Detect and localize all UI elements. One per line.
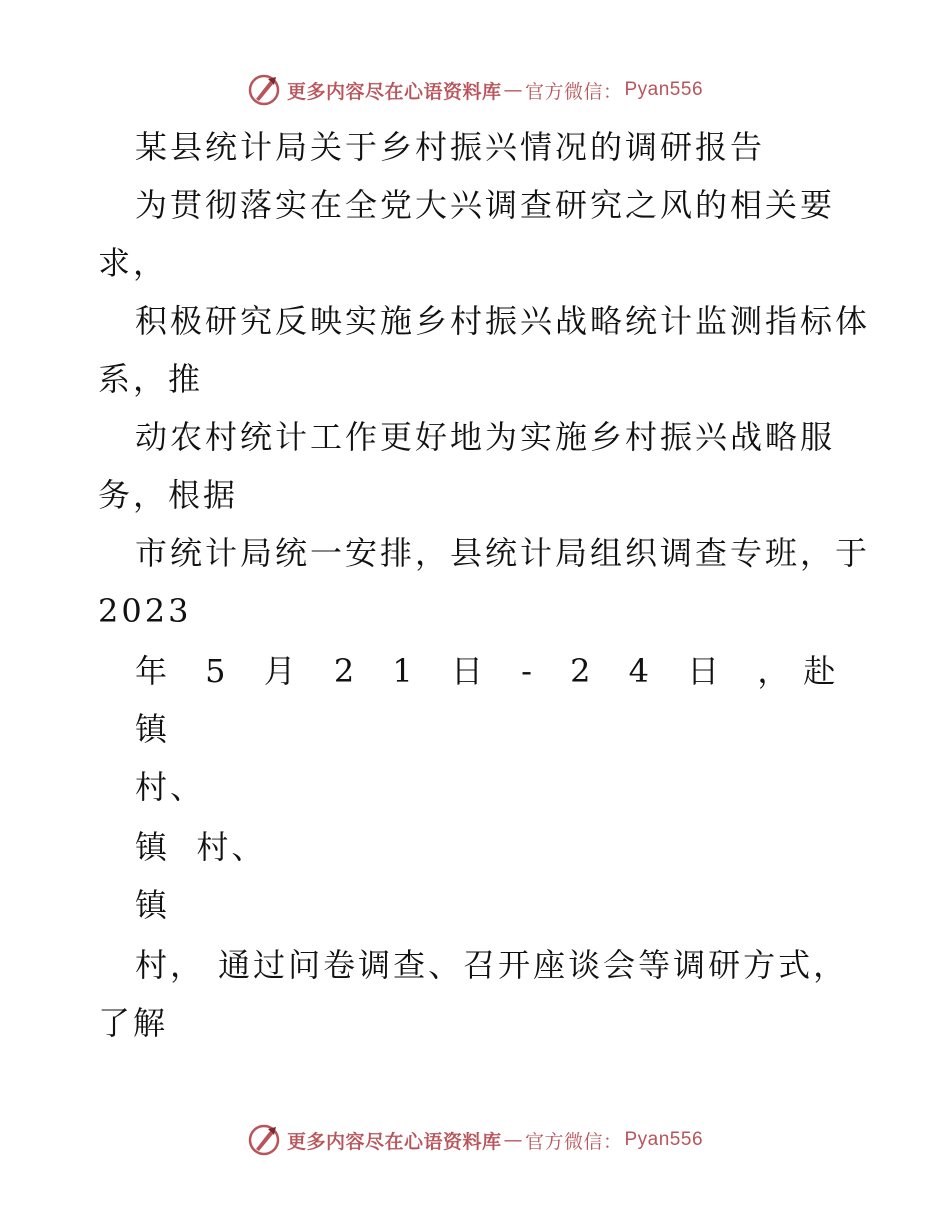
watermark-dash: — (503, 1129, 523, 1151)
body-line: 了解 (98, 1004, 169, 1042)
body-line: 积极研究反映实施乡村振兴战略统计监测指标体 (135, 302, 871, 340)
document-title: 某县统计局关于乡村振兴情况的调研报告 (135, 128, 766, 166)
body-line: 动农村统计工作更好地为实施乡村振兴战略服 (135, 418, 836, 456)
watermark-main-text: 更多内容尽在心语资料库 (286, 80, 502, 103)
quill-logo-icon (247, 1123, 281, 1157)
body-line: 务，根据 (98, 476, 239, 514)
watermark-wechat-label: 官方微信： (524, 1130, 623, 1153)
body-line: 系，推 (98, 360, 204, 398)
body-line: 为贯彻落实在全党大兴调查研究之风的相关要 (135, 186, 836, 224)
watermark-wechat-id: Pyan556 (624, 79, 704, 100)
body-line: 镇 村、 (135, 828, 267, 866)
footer-watermark (0, 1120, 950, 1160)
body-line: 求， (98, 244, 169, 282)
body-line: 村、 (135, 768, 206, 806)
body-line: 镇 (135, 886, 171, 924)
body-line: 市统计局统一安排，县统计局组织调查专班，于 (135, 534, 871, 572)
watermark-main-text: 更多内容尽在心语资料库 (286, 1130, 502, 1153)
watermark-wechat-label: 官方微信： (524, 80, 623, 103)
body-line: 2023 (98, 592, 192, 630)
header-watermark (0, 70, 950, 110)
quill-logo-icon (247, 73, 281, 107)
body-line: 镇 (135, 710, 171, 748)
body-line: 村， 通过问卷调查、召开座谈会等调研方式， (135, 946, 849, 984)
watermark-wechat-id: Pyan556 (624, 1129, 704, 1150)
watermark-dash: — (503, 79, 523, 101)
body-line: 年 5 月 2 1 日 - 2 4 日 ，赴 (135, 652, 850, 690)
